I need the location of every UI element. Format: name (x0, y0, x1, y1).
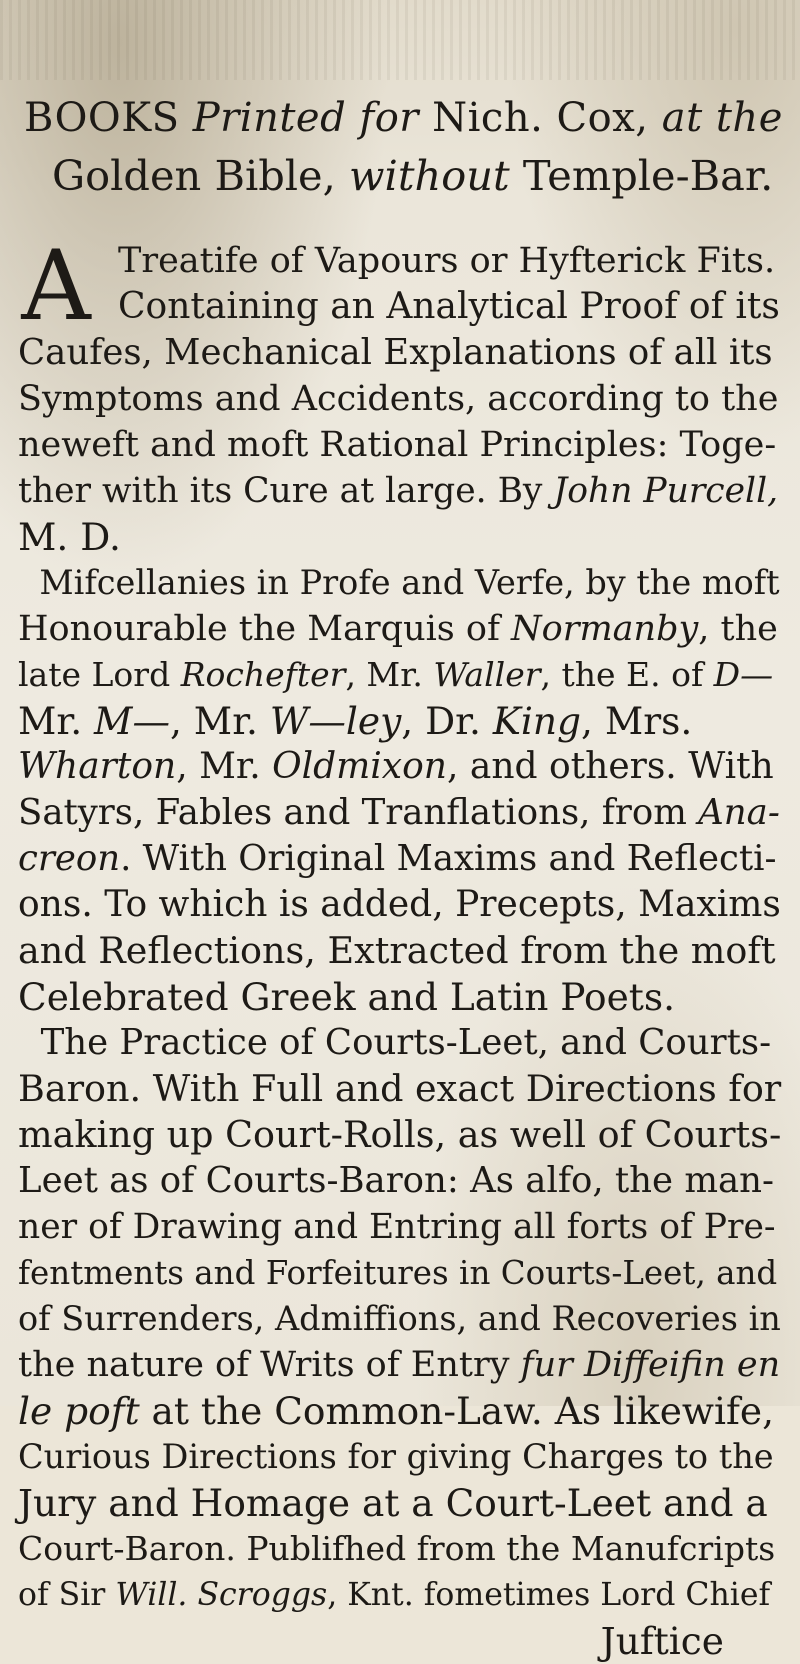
text-line: the nature of Writs of Entry fur Diffeifin en (18, 1345, 781, 1385)
text-line: Satyrs, Fables and Tranflations, from Ana- (18, 792, 780, 833)
text-line: Celebrated Greek and Latin Poets. (18, 975, 676, 1019)
text-line: Treatife of Vapours or Hyfterick Fits. (118, 241, 776, 281)
header-books: BOOKS (24, 95, 180, 141)
text-line: Court-Baron. Publifhed from the Manufcripts (18, 1529, 776, 1568)
page-edge-texture (0, 0, 800, 80)
text-line: Symptoms and Accidents, according to the (18, 379, 779, 419)
header-temple-bar: Temple-Bar. (522, 151, 774, 200)
header-publisher: Nich. Cox, (432, 95, 649, 141)
text-line: and Reflections, Extracted from the moft (18, 929, 776, 972)
text-line: ther with its Cure at large. By John Purcell, (18, 471, 779, 511)
header-without: without (349, 151, 510, 200)
text-line: The Practice of Courts-Leet, and Courts- (40, 1022, 772, 1063)
text-line: Curious Directions for giving Charges to the (18, 1437, 774, 1476)
text-line: making up Court-Rolls, as well of Courts- (18, 1113, 782, 1156)
header-line-1 (24, 86, 784, 150)
text-line: Jury and Homage at a Court-Leet and a (18, 1481, 768, 1525)
text-line: neweft and moft Rational Principles: Toge- (18, 425, 777, 465)
catchword: Juftice (600, 1619, 724, 1663)
text-line: creon. With Original Maxims and Reflecti- (18, 838, 777, 879)
header-printed: Printed (192, 95, 347, 141)
header-for: for (359, 95, 419, 141)
text-line: M. D. (18, 515, 121, 559)
text-line: Wharton, Mr. Oldmixon, and others. With (18, 746, 774, 787)
header-at-the: at the (661, 95, 783, 141)
text-line: fentments and Forfeitures in Courts-Leet, and (18, 1254, 778, 1292)
advert-body (18, 238, 780, 1664)
text-line: ons. To which is added, Precepts, Maxims (18, 884, 781, 925)
drop-cap: A (21, 230, 91, 342)
text-line: Honourable the Marquis of Normanby, the (18, 609, 778, 649)
text-line: Containing an Analytical Proof of its (118, 286, 780, 327)
header-line-2 (52, 146, 772, 206)
text-line: Leet as of Courts-Baron: As alfo, the man- (18, 1160, 775, 1201)
text-line: of Surrenders, Admiffions, and Recoveries in (18, 1299, 781, 1338)
text-line: Mr. M—, Mr. W—ley, Dr. King, Mrs. (18, 699, 693, 743)
text-line: Caufes, Mechanical Explanations of all its (18, 332, 773, 373)
header-golden-bible: Golden Bible, (52, 151, 336, 200)
text-line: le poft at the Common-Law. As likewife, (18, 1389, 775, 1433)
text-line: of Sir Will. Scroggs, Knt. fometimes Lord Chief (18, 1577, 771, 1613)
text-line: ner of Drawing and Entring all forts of Pre- (18, 1207, 776, 1247)
text-line: Mifcellanies in Profe and Verfe, by the moft (39, 563, 780, 602)
text-line: late Lord Rochefter, Mr. Waller, the E. of D— (18, 655, 774, 694)
text-line: Baron. With Full and exact Directions for (18, 1067, 782, 1110)
